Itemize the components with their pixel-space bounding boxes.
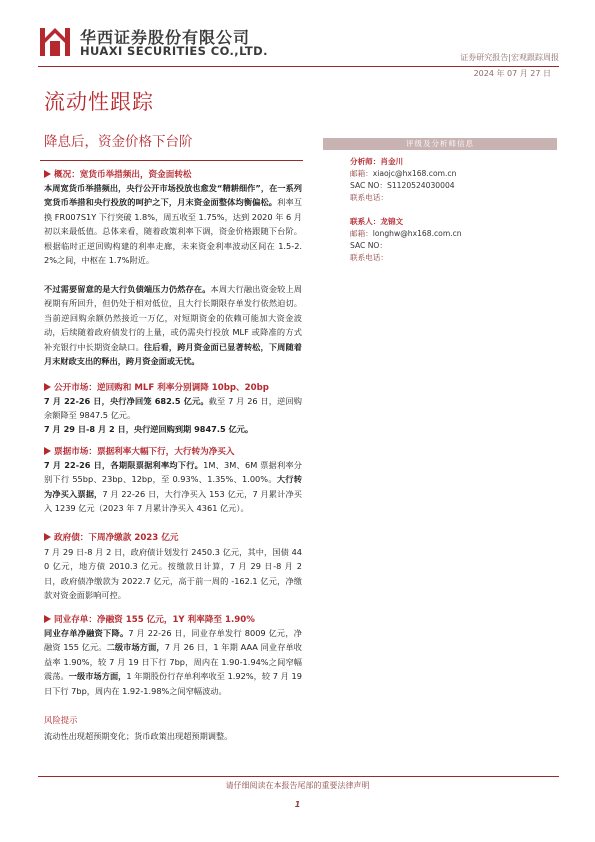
contact-email-line: 邮箱：longhw@hx168.com.cn (350, 229, 462, 238)
analyst-line: 分析师：肖金川 (350, 157, 404, 166)
government-bonds-paragraph: 7 月 29 日-8 月 2 日，政府债计划发行 2450.3 亿元，其中，国债 440 亿元，地方债 2010.3 亿元。按缴款日计算，7 月 29 日-8 月 2 日，政府债净缴款为 2022.7 亿元，高于前一周的 -162.1 亿元，净缴款对资金面影响可控。 (44, 547, 302, 601)
analyst-panel-heading: 评级及分析师信息 (323, 138, 557, 150)
company-logo-icon (38, 24, 72, 58)
page-number: 1 (294, 800, 301, 809)
contact-phone-line: 联系电话： (350, 253, 388, 262)
analyst-name: 肖金川 (380, 157, 404, 166)
section-heading-overview: 概况：宽货币举措频出，资金面转松 (44, 169, 192, 181)
subtitle-divider (40, 160, 303, 161)
report-date: 2024 年 07 月 27 日 (473, 69, 551, 78)
risk-paragraph: 流动性出现超预期变化；货币政策出现超预期调整。 (44, 731, 233, 741)
analyst-email-link[interactable]: xiaojc@hx168.com.cn (372, 169, 457, 178)
header-divider (38, 66, 559, 67)
overview-paragraph-2: 不过需要留意的是大行负债端压力仍然存在。本周大行融出资金较上周视期有所回升，但仍处于相对低位，且大行长期限存单发行依然迫切。当前逆回购余额仍然接近一万亿，对短期资金的依赖可能加大资金波动，后续随着政府债发行的上量，或仍需央行投放 MLF 或降准的方式补充银行中长期资金缺口。往后看，跨月资金面已显著转松，下周随着月末财政支出的释出，跨月资金面或无忧。 (44, 284, 302, 367)
legal-notice: 请仔细阅读在本报告尾部的重要法律声明 (225, 781, 370, 790)
section-heading-ncd: 同业存单：净融资 155 亿元，1Y 利率降至 1.90% (44, 614, 255, 626)
analyst-sac-number: S1120524030004 (387, 181, 455, 190)
overview-paragraph-1: 本周宽货币举措频出，央行公开市场投放也愈发“精耕细作”，在一系列宽货币举措和央行投放的呵护之下，月末资金面整体均衡偏松。利率互换 FR007S1Y 下行突破 1.8%，周五收至 1.75%，达到 2020 年 6 月初以来最低值。总体来看，随着政策利率下调，资金价格跟随下台阶。根据临时正逆回购构建的利率走廊，未来资金利率波动区间在 1.5-2.2%之间，中枢在 1.7%附近。 (44, 183, 302, 266)
contact-name: 龙锦文 (380, 217, 404, 226)
contact-sac-line: SAC NO： (350, 241, 387, 250)
report-subtitle: 降息后，资金价格下台阶 (44, 134, 193, 150)
contact-line: 联系人：龙锦文 (350, 217, 404, 226)
section-heading-open-market: 公开市场：逆回购和 MLF 利率分别调降 10bp、20bp (44, 382, 269, 394)
analyst-email-line: 邮箱：xiaojc@hx168.com.cn (350, 169, 457, 178)
footer-divider (38, 776, 559, 777)
report-title: 流动性跟踪 (44, 90, 154, 114)
contact-email-link[interactable]: longhw@hx168.com.cn (372, 229, 462, 238)
company-name-en: HUAXI SECURITIES CO.,LTD. (80, 44, 268, 58)
open-market-paragraph: 7 月 22-26 日，央行净回笼 682.5 亿元。截至 7 月 26 日，逆回购余额降至 9847.5 亿元。 (44, 396, 302, 421)
section-heading-government-bonds: 政府债：下周净缴款 2023 亿元 (44, 532, 178, 544)
section-heading-risk: 风险提示 (44, 715, 78, 725)
analyst-phone-line: 联系电话： (350, 193, 388, 202)
triangle-bullet-icon (44, 383, 51, 391)
triangle-bullet-icon (44, 447, 51, 455)
section-heading-bills: 票据市场：票据利率大幅下行，大行转为净买入 (44, 446, 234, 458)
ncd-paragraph: 同业存单净融资下降。7 月 22-26 日，同业存单发行 8009 亿元，净融资 155 亿元。二级市场方面，7 月 26 日，1 年期 AAA 同业存单收益率 1.90%，较 7 月 19 日下行 7bp，周内在 1.90-1.94%之间窄幅震荡。一级市场方面，1 年期股份行存单利率收至 1.92%，较 7 月 19 日下行 7bp，周内在 1.92-1.98%之间窄幅波动。 (44, 628, 302, 696)
open-market-maturity-line: 7 月 29 日-8 月 2 日，央行逆回购到期 9847.5 亿元。 (44, 424, 254, 434)
triangle-bullet-icon (44, 615, 51, 623)
report-type: 证券研究报告|宏观跟踪周报 (460, 53, 559, 62)
bills-paragraph: 7 月 22-26 日，各期限票据利率均下行。1M、3M、6M 票据利率分别下行 55bp、23bp、12bp，至 0.93%、1.35%、1.00%。大行转为净买入票据，7 月 22-26 日，大行净买入 153 亿元，7 月累计净买入 1239 亿元（2023 年 7 月累计净买入 4361 亿元）。 (44, 460, 302, 514)
analyst-sac-line: SAC NO：S1120524030004 (350, 181, 455, 190)
company-name-cn: 华西证券股份有限公司 (80, 28, 251, 47)
triangle-bullet-icon (44, 170, 51, 178)
triangle-bullet-icon (44, 533, 51, 541)
